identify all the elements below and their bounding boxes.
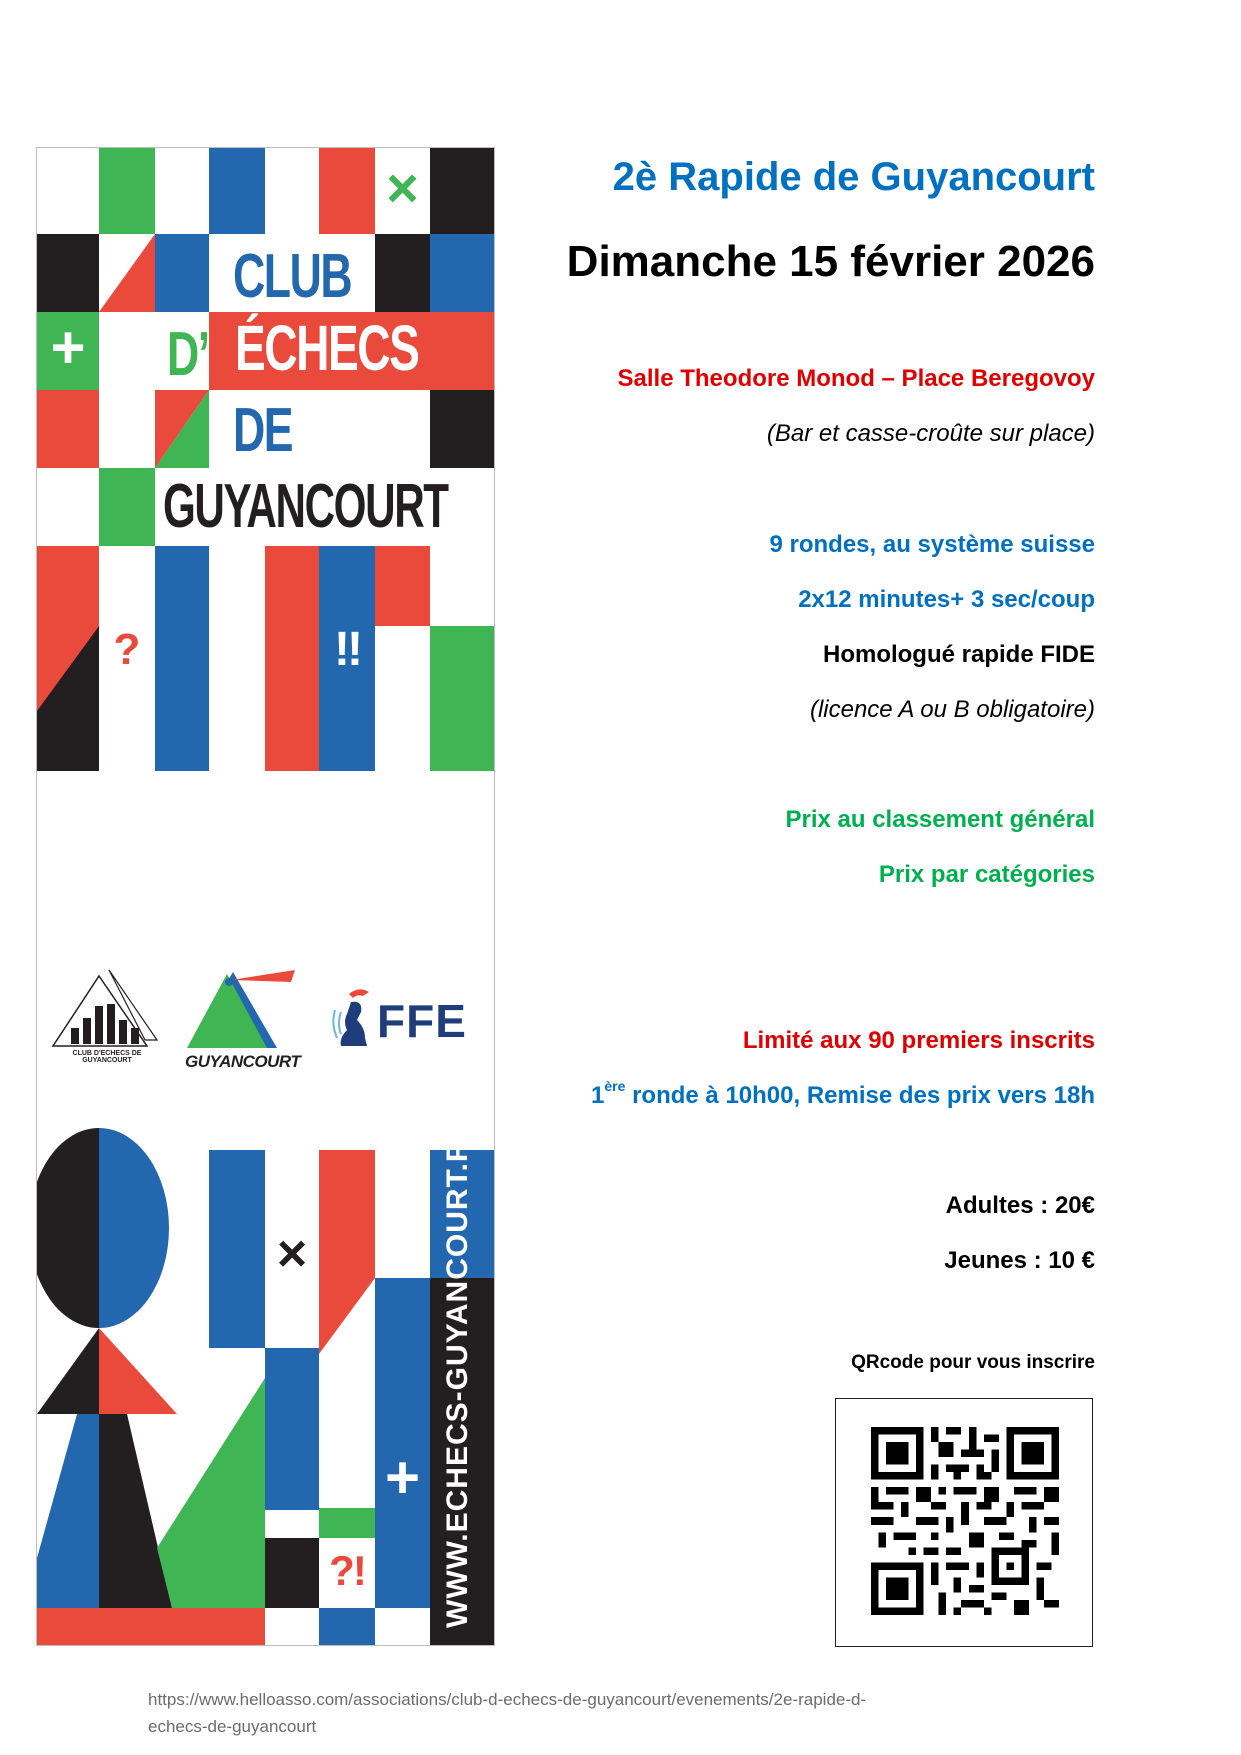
poster-tile <box>265 546 319 771</box>
check-symbol-icon: + <box>384 1444 421 1511</box>
qr-code-icon <box>871 1427 1059 1615</box>
event-title: 2è Rapide de Guyancourt <box>612 155 1095 199</box>
poster-tile <box>375 546 430 626</box>
capture-symbol-icon: × <box>276 1225 308 1283</box>
club-logo-caption <box>57 1050 157 1065</box>
registration-url-line[interactable]: echecs-de-guyancourt <box>148 1717 317 1736</box>
capture-symbol-icon: × <box>386 156 419 219</box>
poster-d-prefix: D’ <box>167 320 209 389</box>
poster-guyancourt-word: GUYANCOURT <box>163 472 448 541</box>
club-website-text: WWW.ECHECS-GUYANCOURT.FR <box>441 1120 474 1628</box>
ffe-rooster-icon <box>329 986 379 1056</box>
prize-categories: Prix par catégories <box>878 861 1095 888</box>
registration-qr-code[interactable] <box>835 1398 1093 1647</box>
event-fide-rating: Homologué rapide FIDE <box>822 641 1095 668</box>
poster-echecs-word: ÉCHECS <box>235 312 419 384</box>
poster-tile <box>375 234 430 312</box>
poster-tile <box>155 234 209 312</box>
price-adults: Adultes : 20€ <box>945 1192 1095 1219</box>
poster-tile <box>430 626 494 771</box>
poster-tile <box>99 468 155 546</box>
poster-pawn-art <box>37 1128 494 1645</box>
event-time-control: 2x12 minutes+ 3 sec/coup <box>798 586 1095 613</box>
poster-tile <box>155 546 209 771</box>
diagonal-tile <box>99 234 155 312</box>
poster-tile <box>99 148 155 234</box>
event-date: Dimanche 15 février 2026 <box>566 237 1095 286</box>
club-poster <box>36 147 495 1646</box>
schedule-round-number: 1 <box>591 1082 605 1109</box>
poster-de-word: DE <box>233 396 293 465</box>
registration-link[interactable] <box>148 1686 1048 1740</box>
poster-tile <box>209 148 265 234</box>
poster-tile <box>430 390 494 468</box>
poster-tile <box>430 234 494 312</box>
poster-tile <box>37 390 99 468</box>
schedule-ordinal-suffix: ère <box>604 1078 626 1094</box>
ffe-logo-text: FFE <box>377 995 467 1047</box>
price-youth: Jeunes : 10 € <box>944 1247 1095 1274</box>
event-venue: Salle Theodore Monod – Place Beregovoy <box>617 365 1095 392</box>
event-rounds: 9 rondes, au système suisse <box>769 531 1095 558</box>
schedule-text: ronde à 10h00, Remise des prix vers 18h <box>625 1082 1095 1109</box>
event-schedule <box>591 1078 1095 1110</box>
interesting-move-symbol-icon: ?! <box>329 1547 365 1594</box>
registration-limit: Limité aux 90 premiers inscrits <box>742 1027 1095 1054</box>
diagonal-tile <box>155 390 209 468</box>
club-logo-caption-line: GUYANCOURT <box>82 1057 132 1065</box>
city-logo-text: GUYANCOURT <box>185 1052 301 1071</box>
event-details <box>535 0 1095 1400</box>
club-logo-icon <box>51 968 161 1048</box>
diagonal-tile <box>37 546 99 771</box>
poster-tile <box>319 148 375 234</box>
registration-url-line[interactable]: https://www.helloasso.com/associations/club-d-echecs-de-guyancourt/evenements/2e-rapide-d- <box>148 1690 867 1709</box>
qr-code-label: QRcode pour vous inscrire <box>851 1352 1095 1373</box>
poster-club-word: CLUB <box>233 242 352 311</box>
poster-tile <box>430 148 494 234</box>
guyancourt-city-logo-icon <box>187 968 297 1048</box>
brilliant-symbol-icon: !! <box>334 623 360 676</box>
poster-tile <box>37 234 99 312</box>
prize-general: Prix au classement général <box>785 806 1095 833</box>
event-licence-requirement: (licence A ou B obligatoire) <box>809 696 1095 723</box>
event-catering-note: (Bar et casse-croûte sur place) <box>766 420 1095 447</box>
check-symbol-icon: + <box>50 314 86 381</box>
partner-logos <box>37 968 494 1108</box>
club-logo-caption-line: CLUB D'ECHECS DE <box>72 1050 142 1057</box>
question-symbol-icon: ? <box>113 625 141 674</box>
